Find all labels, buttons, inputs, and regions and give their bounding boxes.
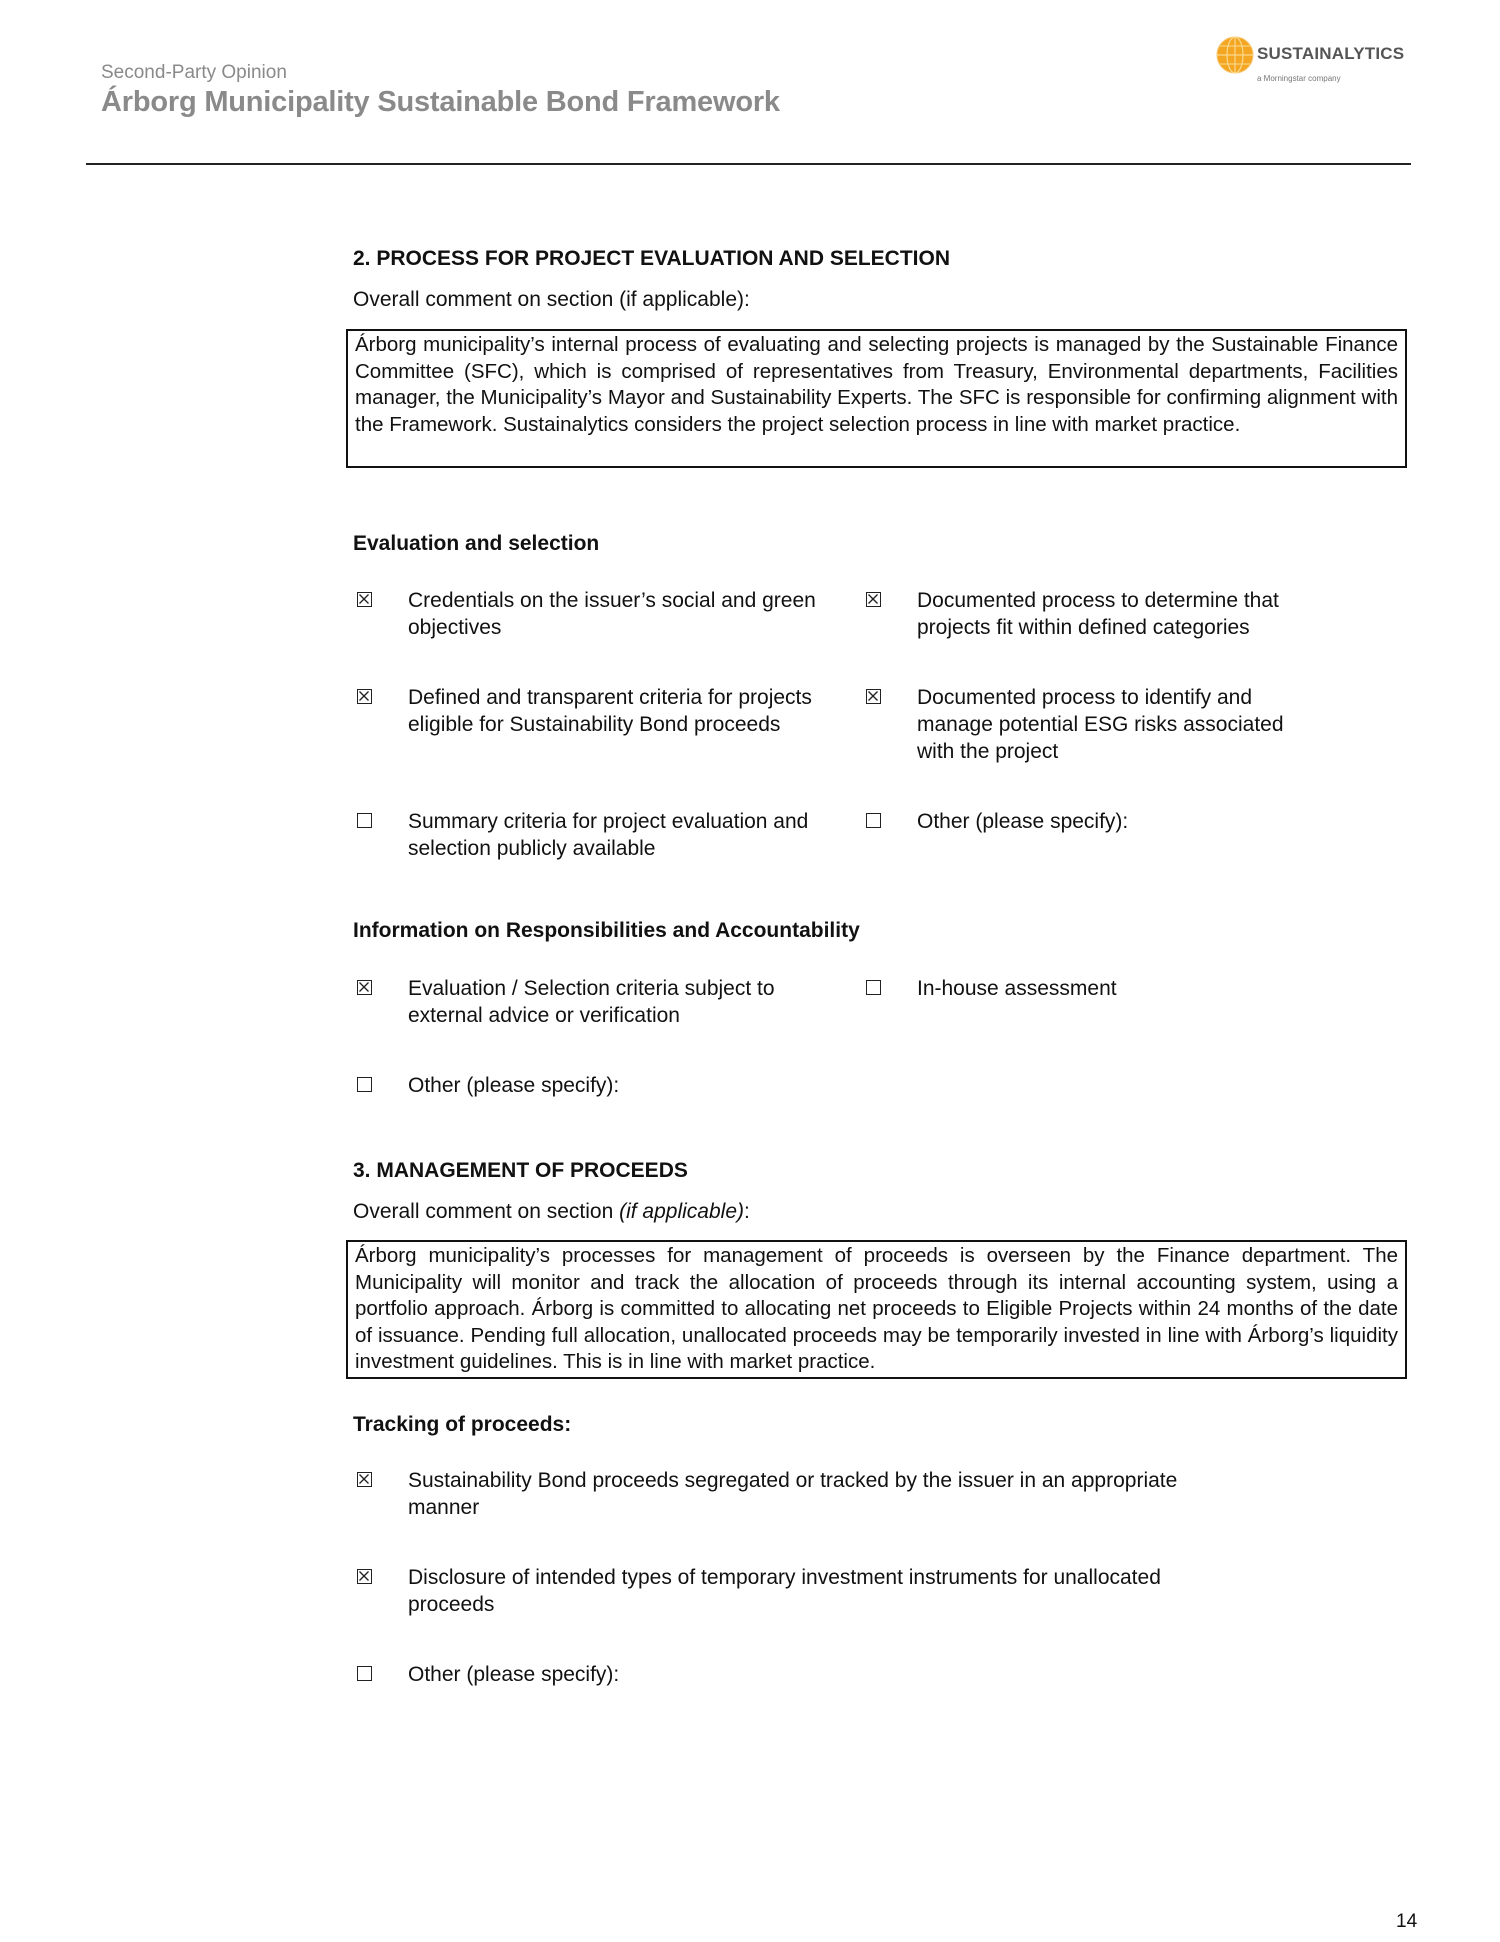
checkbox-label: Documented process to determine that projects fit within defined categories — [917, 589, 1279, 639]
checkbox-label: Sustainability Bond proceeds segregated or tracked by the issuer in an appropriate manner — [408, 1469, 1178, 1519]
sustainalytics-logo — [1215, 35, 1405, 87]
checked-box-icon[interactable] — [357, 1569, 372, 1584]
checkbox-label: Documented process to identify and manage potential ESG risks associated with the project — [917, 686, 1284, 763]
checkbox-label: In-house assessment — [917, 977, 1117, 1000]
checkbox-label: Other (please specify): — [408, 1074, 620, 1097]
document-title: Árborg Municipality Sustainable Bond Framework — [101, 86, 780, 118]
logo-tagline: a Morningstar company — [1257, 74, 1341, 83]
unchecked-box-icon[interactable] — [866, 980, 881, 995]
checked-box-icon[interactable] — [357, 689, 372, 704]
responsibilities-heading: Information on Responsibilities and Accountability — [353, 919, 860, 942]
checkbox-label: Defined and transparent criteria for projects eligible for Sustainability Bond proceeds — [408, 686, 812, 736]
checkbox-label: Other (please specify): — [408, 1663, 620, 1686]
checked-box-icon[interactable] — [357, 1472, 372, 1487]
page-number: 14 — [1396, 1911, 1418, 1932]
globe-logo-icon — [1215, 35, 1255, 75]
section-2-title: 2. PROCESS FOR PROJECT EVALUATION AND SELECTION — [353, 247, 951, 270]
unchecked-box-icon[interactable] — [866, 813, 881, 828]
section-2-comment-label: Overall comment on section (if applicable): — [353, 288, 750, 311]
tracking-heading: Tracking of proceeds: — [353, 1413, 572, 1436]
section-3-title: 3. MANAGEMENT OF PROCEEDS — [353, 1159, 688, 1182]
checked-box-icon[interactable] — [866, 592, 881, 607]
unchecked-box-icon[interactable] — [357, 1077, 372, 1092]
document-subtitle: Second-Party Opinion — [101, 62, 287, 83]
checkbox-label: Summary criteria for project evaluation and selection publicly available — [408, 810, 809, 860]
checked-box-icon[interactable] — [357, 980, 372, 995]
unchecked-box-icon[interactable] — [357, 813, 372, 828]
logo-wordmark: SUSTAINALYTICS — [1257, 44, 1405, 63]
unchecked-box-icon[interactable] — [357, 1666, 372, 1681]
checkbox-label: Evaluation / Selection criteria subject to external advice or verification — [408, 977, 775, 1027]
evaluation-selection-heading: Evaluation and selection — [353, 532, 600, 555]
checked-box-icon[interactable] — [866, 689, 881, 704]
section-3-comment-box: Árborg municipality’s processes for management of proceeds is overseen by the Finance department. The Municipality will monitor and track the allocation of proceeds through its internal accounting system, using a portfolio approach. Árborg is committed to allocating net proceeds to Eligible Projects within 24 months of the date of issuance. Pending full allocation, unallocated proceeds may be temporarily invested in line with Árborg’s liquidity investment guidelines. This is in line with market practice. — [346, 1240, 1407, 1379]
checked-box-icon[interactable] — [357, 592, 372, 607]
checkbox-label: Disclosure of intended types of temporary investment instruments for unallocated proceeds — [408, 1566, 1161, 1616]
section-2-comment-box: Árborg municipality’s internal process of evaluating and selecting projects is managed by the Sustainable Finance Committee (SFC), which is comprised of representatives from Treasury, Environmental departments, Facilities manager, the Municipality’s Mayor and Sustainability Experts. The SFC is responsible for confirming alignment with the Framework. Sustainalytics considers the project selection process in line with market practice. — [346, 329, 1407, 468]
checkbox-label: Other (please specify): — [917, 810, 1129, 833]
header-divider — [86, 163, 1411, 165]
section-3-comment-label: Overall comment on section (if applicable): — [353, 1200, 750, 1223]
checkbox-label: Credentials on the issuer’s social and green objectives — [408, 589, 816, 639]
